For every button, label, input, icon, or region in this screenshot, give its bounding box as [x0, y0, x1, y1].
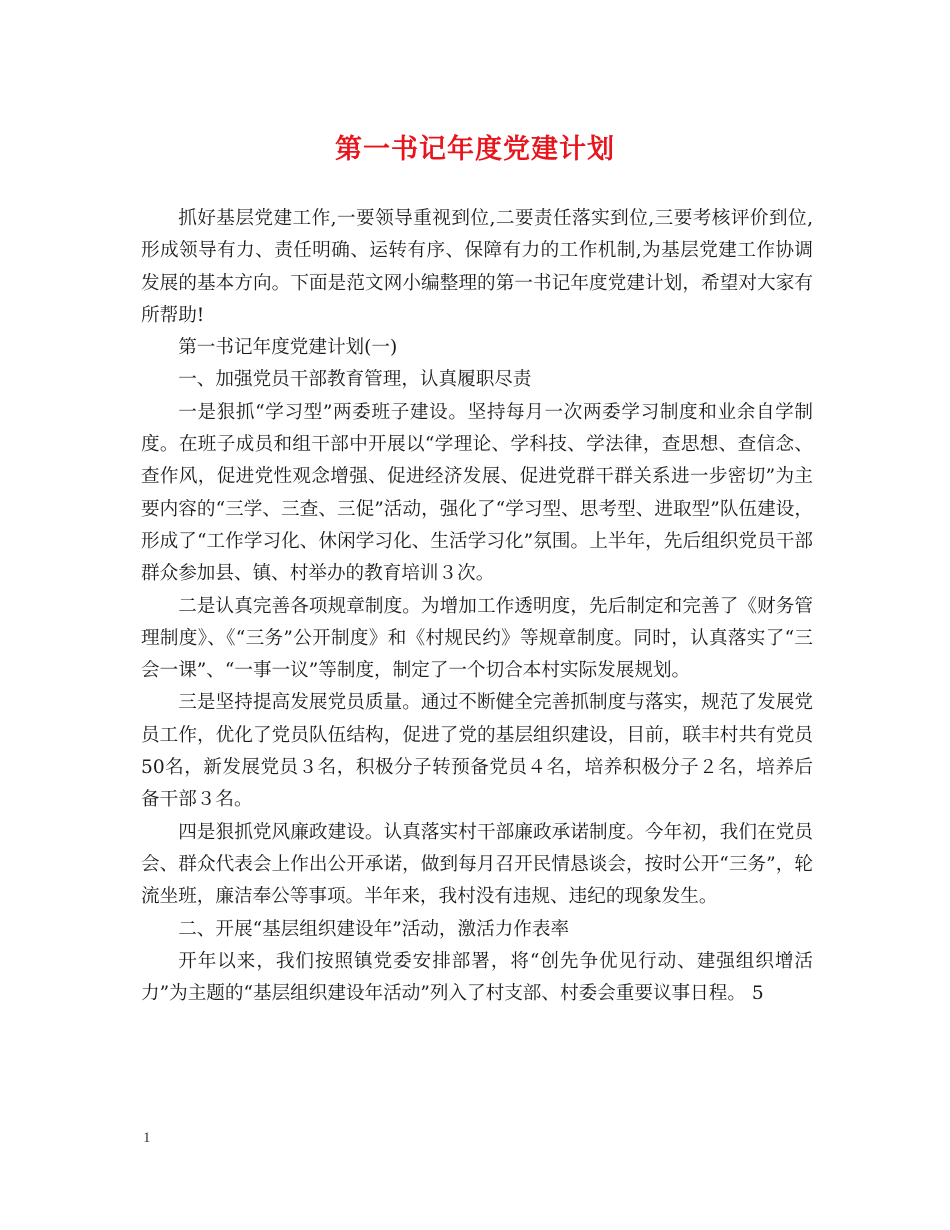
document-body	[141, 203, 813, 1010]
body-paragraph: 一是狠抓“学习型”两委班子建设。坚持每月一次两委学习制度和业余自学制度。在班子成员和组干部中开展以“学理论、学科技、学法律，查思想、查信念、查作风，促进党性观念增强、促进经济发展、促进党群干群关系进一步密切”为主要内容的“三学、三查、三促”活动，强化了“学习型、思考型、进取型”队伍建设，形成了“工作学习化、休闲学习化、生活学习化”氛围。上半年，先后组织党员干部群众参加县、镇、村举办的教育培训３次。	[141, 401, 813, 585]
body-paragraph: 三是坚持提高发展党员质量。通过不断健全完善抓制度与落实，规范了发展党员工作，优化了党员队伍结构，促进了党的基层组织建设，目前，联丰村共有党员50名，新发展党员３名，积极分子转预备党员４名，培养积极分子２名，培养后备干部３名。	[141, 692, 813, 811]
body-paragraph: 开年以来，我们按照镇党委安排部署，将“创先争优见行动、建强组织增活力”为主题的“基层组织建设年活动”列入了村支部、村委会重要议事日程。 5	[141, 950, 813, 1005]
body-paragraph: 四是狠抓党风廉政建设。认真落实村干部廉政承诺制度。今年初，我们在党员会、群众代表会上作出公开承诺，做到每月召开民情恳谈会，按时公开“三务”，轮流坐班，廉洁奉公等事项。半年来，我村没有违规、违纪的现象发生。	[141, 821, 813, 908]
section-heading-2: 二、开展“基层组织建设年”活动，激活力作表率	[178, 918, 570, 940]
body-paragraph: 二是认真完善各项规章制度。为增加工作透明度，先后制定和完善了《财务管理制度》、《“三务”公开制度》和《村规民约》等规章制度。同时，认真落实了“三会一课”、“一事一议”等制度，制定了一个切合本村实际发展规划。	[141, 595, 813, 682]
section-heading-1: 一、加强党员干部教育管理，认真履职尽责	[178, 369, 532, 391]
intro-paragraph: 抓好基层党建工作,一要领导重视到位,二要责任落实到位,三要考核评价到位,形成领导有力、责任明确、运转有序、保障有力的工作机制,为基层党建工作协调发展的基本方向。下面是范文网小编整理的第一书记年度党建计划，希望对大家有所帮助!	[141, 208, 813, 326]
plan-subtitle: 第一书记年度党建计划(一)	[178, 337, 398, 359]
document-title: 第一书记年度党建计划	[335, 134, 615, 165]
page-number: 1	[143, 1130, 151, 1146]
